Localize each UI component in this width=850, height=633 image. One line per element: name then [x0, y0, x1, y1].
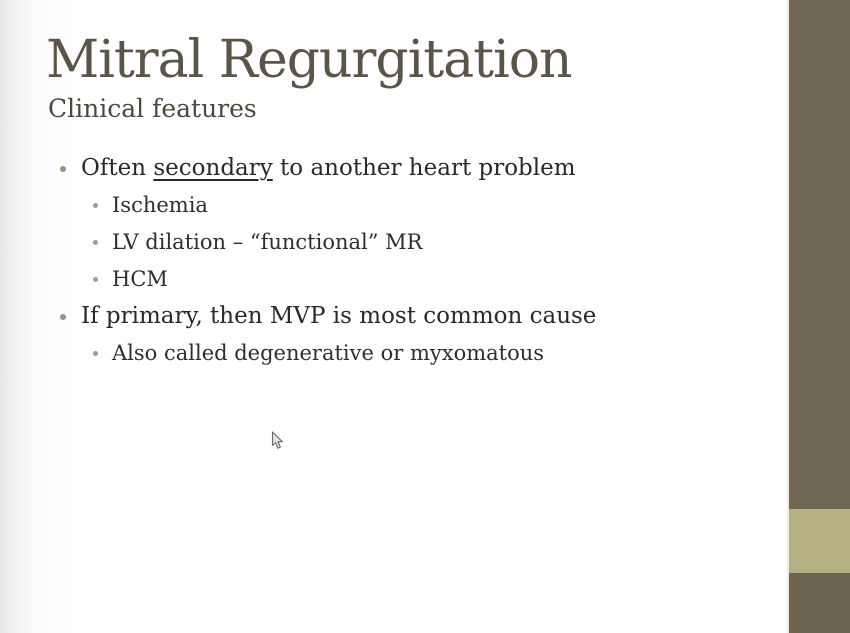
slide-theme-band: [787, 0, 850, 633]
bullet-marker: [60, 314, 66, 320]
bullet-list: [0, 150, 760, 372]
theme-band-light-segment: [789, 509, 850, 573]
bullet-text: [81, 155, 576, 183]
bullet-marker: [93, 351, 98, 356]
theme-band-dark-top: [789, 0, 850, 509]
bullet-item: [0, 224, 760, 261]
bullet-marker: [93, 203, 98, 208]
bullet-marker: [93, 277, 98, 282]
bullet-marker: [93, 240, 98, 245]
slide-title: Mitral Regurgitation: [46, 30, 572, 90]
theme-band-dark-bottom: [789, 573, 850, 633]
bullet-text-underlined: secondary: [153, 154, 273, 181]
bullet-marker: [60, 166, 66, 172]
bullet-text: HCM: [112, 266, 168, 291]
bullet-item: [0, 335, 760, 372]
bullet-text: Also called degenerative or myxomatous: [112, 340, 545, 365]
bullet-item: [0, 261, 760, 298]
mouse-cursor-icon: [271, 431, 284, 450]
bullet-text-post: to another heart problem: [272, 154, 576, 181]
slide-subtitle: Clinical features: [48, 94, 257, 123]
bullet-text-pre: Often: [81, 154, 154, 181]
bullet-item: [0, 298, 760, 335]
bullet-item: [0, 187, 760, 224]
bullet-item: [0, 150, 760, 187]
bullet-text: Ischemia: [112, 192, 208, 217]
bullet-text: LV dilation – “functional” MR: [112, 229, 423, 254]
bullet-text: If primary, then MVP is most common cause: [81, 302, 597, 329]
